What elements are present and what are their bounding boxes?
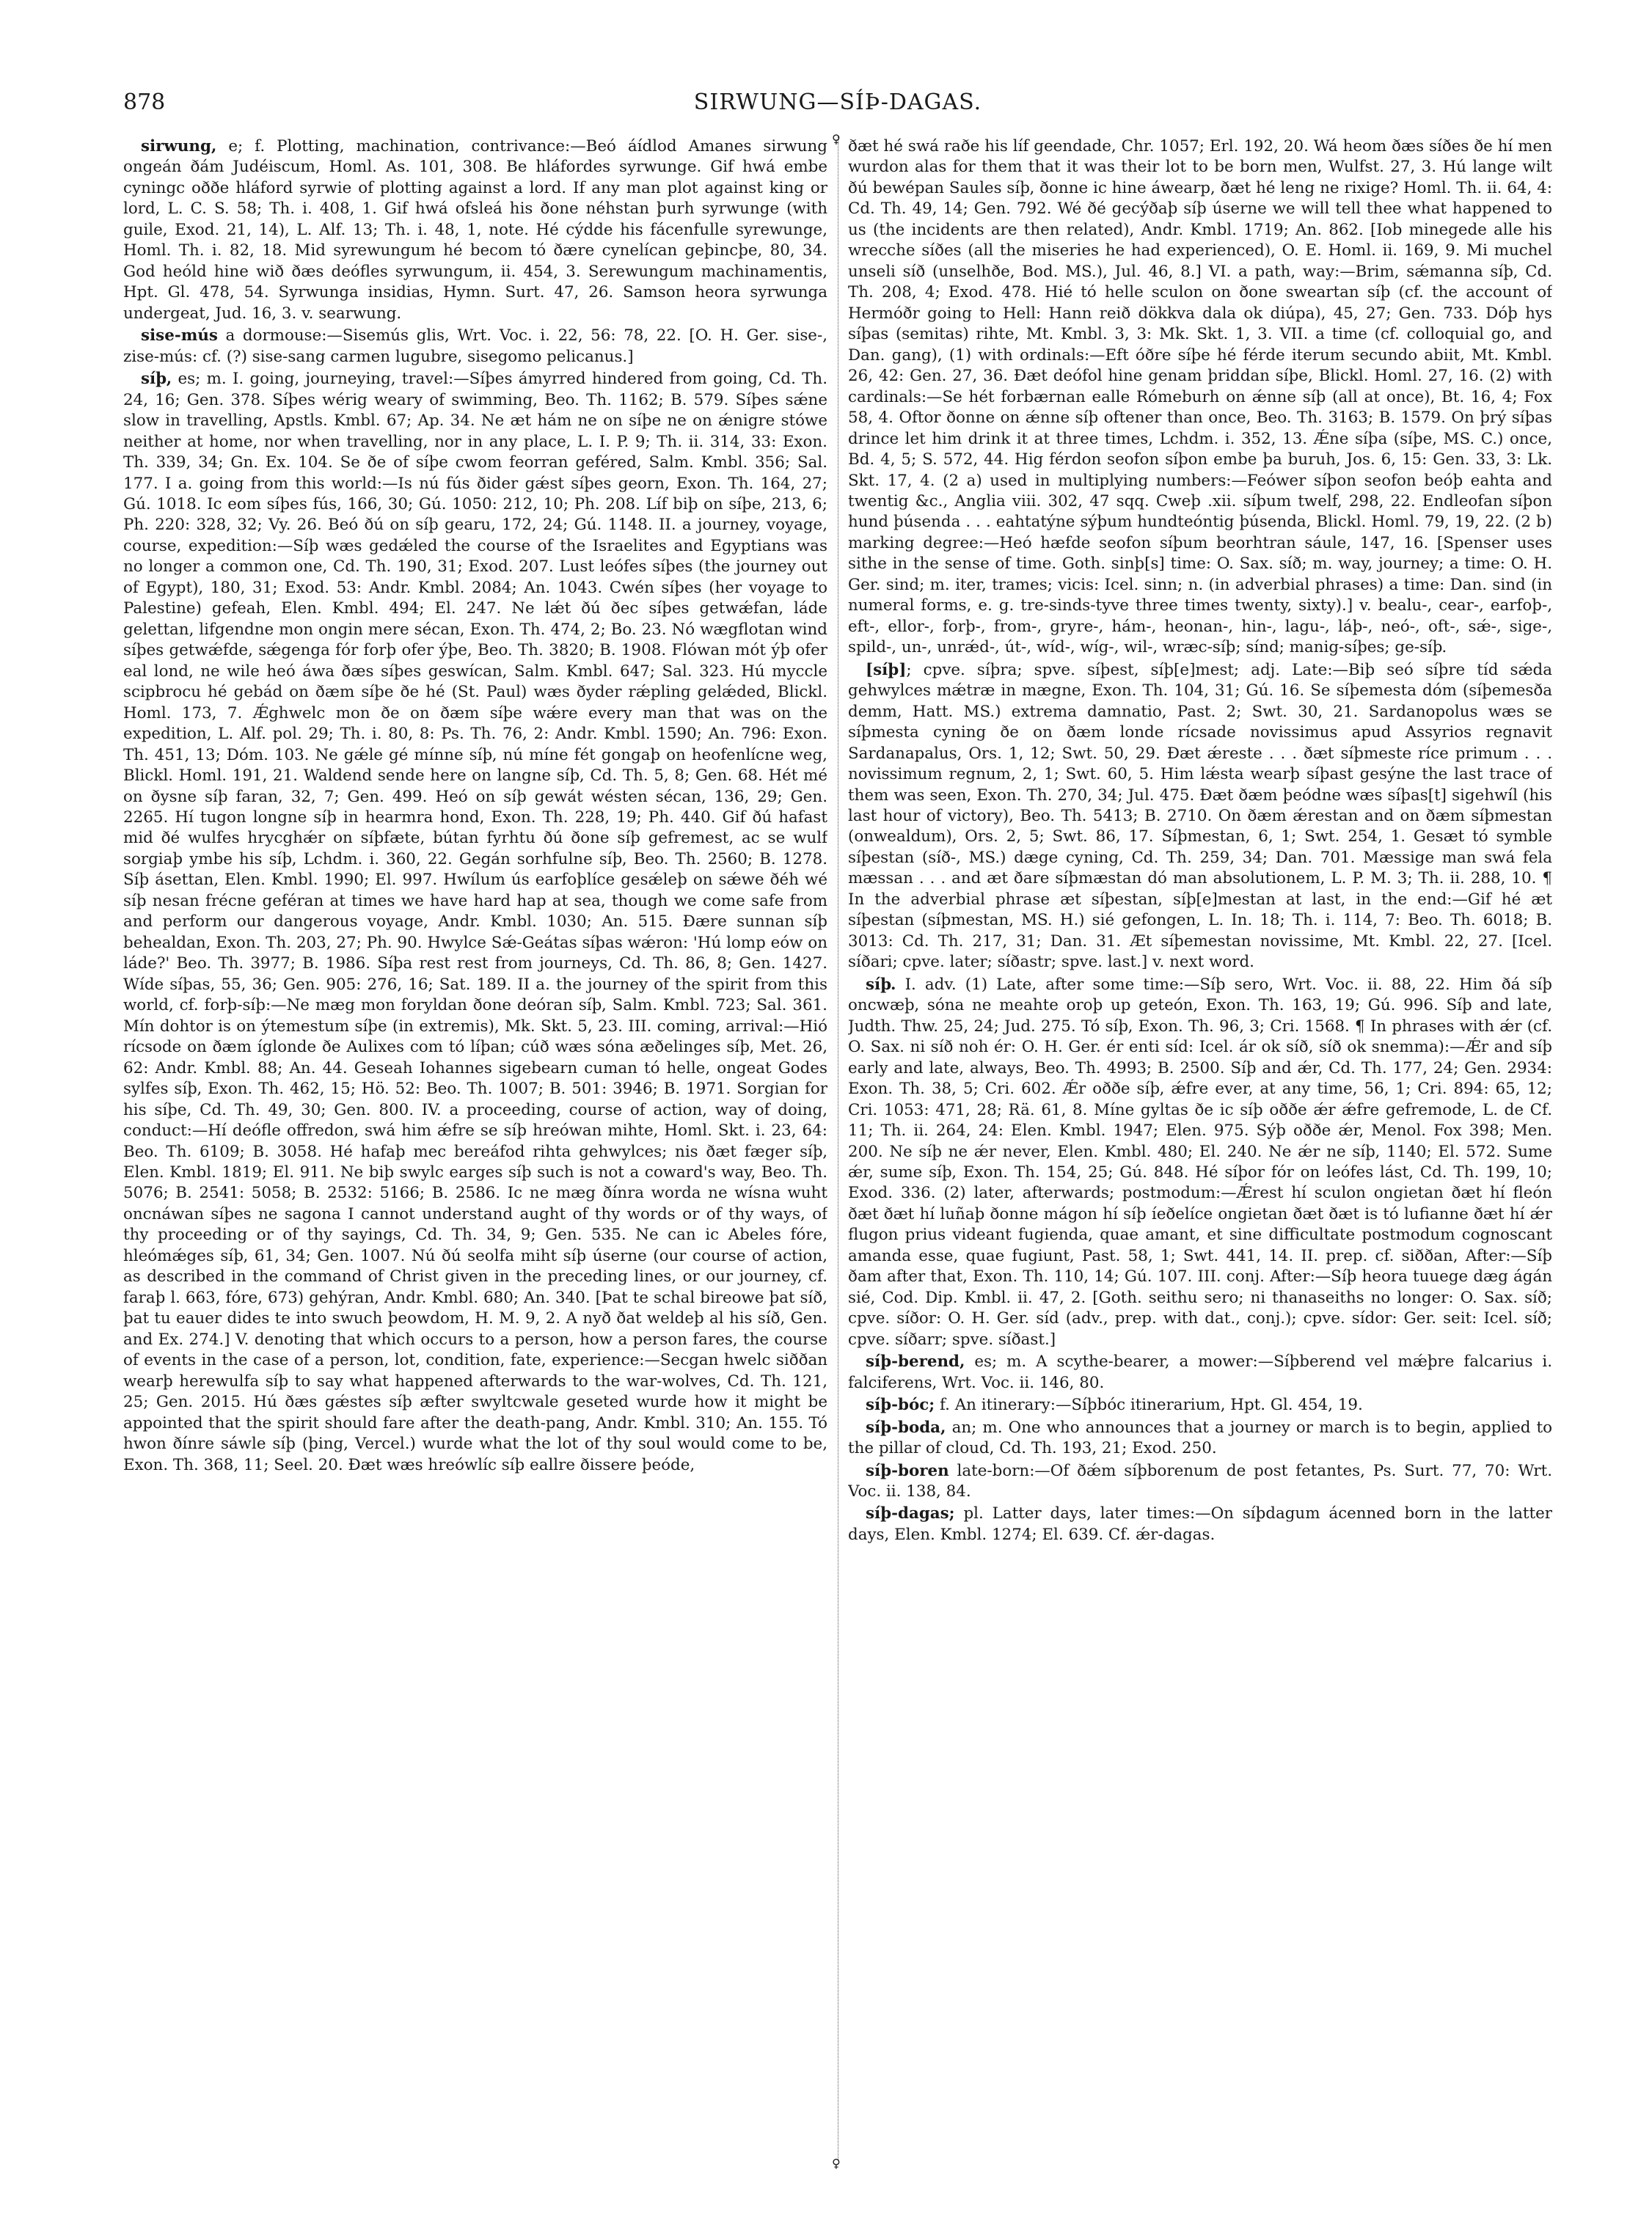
entry-text: ; cpve. síþra; spve. síþest, síþ[e]mest; adj. Late:—Biþ seó síþre tíd sǽda gehwylces mǽtræ in mægne, Exon. Th. 104, 31; Gú. 16. Se síþemesta dóm (síþemesða demm, Hatt. MS.) extrema damnatio, Past. 2; Swt. 30, 21. Sardanopolus wæs se síþmesta cyning ðe on ðæm londe rícsade novissimus apud Assyrios regnavit Sardanapalus, Ors. 1, 12; Swt. 50, 29. Ðæt ǽreste . . . ðæt síþmeste ríce primum . . . novissimum regnum, 2, 1; Swt. 60, 5. Him lǽsta wearþ síþast gesýne the last trace of them was seen, Exon. Th. 270, 34; Jul. 475. Ðæt ðæm þeódne wæs síþas[t] sigehwíl (his last hour of victory), Beo. Th. 5413; B. 2710. On ðæm ǽrestan and on ðæm síþmestan (onwealdum), Ors. 2, 5; Swt. 86, 17. Síþmestan, 6, 1; Swt. 254, 1. Gesæt tó symble síþestan (síð-, MS.) dæge cyning, Cd. Th. 259, 34; Dan. 701. Mæssige man swá fela mæssan . . . and æt ðare síþmæstan dó man absolutionem, L. P. M. 3; Th. ii. 288, 10. ¶ In the adverbial phrase æt síþestan, síþ[e]mestan at last, in the end:—Gif hé æt síþestan (síþmestan, MS. H.) sié gefongen, L. In. 18; Th. i. 114, 7: Beo. Th. 6018; B. 3013: Cd. Th. 217, 31; Dan. 31. Æt síþemestan novissime, Mt. Kmbl. 22, 27. [Icel. síðari; cpve. later; síðastr; spve. last.] v. next word. (848, 660, 1552, 972)
entry-text: I. adv. (1) Late, after some time:—Síþ sero, Wrt. Voc. ii. 88, 22. Him ðá síþ oncwæþ, sóna ne meahte oroþ up geteón, Exon. Th. 163, 19; Gú. 996. Síþ and late, Judth. Thw. 25, 24; Jud. 275. Tó síþ, Exon. Th. 96, 3; Cri. 1568. ¶ In phrases with ǽr (cf. O. Sax. ni síð noh ér: O. H. Ger. ér enti síd: Icel. ár ok síð, síð ok snemma):—Ǽr and síþ early and late, always, Beo. Th. 4993; B. 2500. Síþ and ǽr, Cd. Th. 177, 24; Gen. 2934: Exon. Th. 38, 5; Cri. 602. Ǽr oððe síþ, ǽfre ever, at any time, 56, 1; Cri. 894: 65, 12; Cri. 1053: 471, 28; Rä. 61, 8. Míne gyltas ðe ic síþ oððe ǽr ǽfre gefremode, L. de Cf. 11; Th. ii. 264, 24: Elen. Kmbl. 1947; Elen. 975. Sýþ oððe ǽr, Menol. Fox 398; Men. 200. Ne síþ ne ǽr never, Elen. Kmbl. 480; El. 240. Ne ǽr ne síþ, 1140; El. 572. Sume ǽr, sume síþ, Exon. Th. 154, 25; Gú. 848. Hé síþor fór on leófes lást, Cd. Th. 199, 10; Exod. 336. (2) later, afterwards; postmodum:—Ǽrest hí sculon ongietan ðæt hí fleón ðæt ðæt hí luñaþ ðonne mágon hí síþ íeðelíce ongietan ðæt ðæt is tó lufianne ðæt hí ǽr flugon prius videant fugienda, quae amant, et sine difficultate postmodum cognoscant amanda esse, quae fugiunt, Past. 58, 1; Swt. 441, 14. II. prep. cf. siððan, After:—Síþ ðam after that, Exon. Th. 110, 14; Gú. 107. III. conj. After:—Síþ heora tuuege dæg ágán sié, Cod. Dip. Kmbl. ii. 47, 2. [Goth. seithu sero; ni thanaseiths no longer: O. Sax. síð; cpve. síðor: O. H. Ger. síd (adv., prep. with dat., conj.); cpve. sídor: Ger. seit: Icel. síð; cpve. síðarr; spve. síðast.] (848, 975, 1552, 1349)
entry-headword: síþ. (866, 975, 896, 994)
entry-headword: síþ-dagas; (866, 1504, 955, 1523)
dictionary-entry (123, 369, 827, 1476)
entry-text: a dormouse:—Sisemús glis, Wrt. Voc. i. 22, 56: 78, 22. [O. H. Ger. sise-, zise-mús: cf. (?) sise-sang carmen lugubre, sisegomo pelicanus.] (123, 326, 827, 366)
running-head: SIRWUNG—SÍÞ-DAGAS. (693, 89, 982, 115)
dictionary-entry (848, 1418, 1552, 1460)
entry-headword: síþ-boda, (866, 1418, 946, 1437)
column-divider (838, 136, 840, 2161)
left-column (123, 136, 827, 2183)
right-column (848, 136, 1552, 2183)
entry-headword: síþ-berend, (866, 1353, 965, 1372)
entry-headword: [síþ] (866, 660, 907, 679)
entry-text: pl. Latter days, later times:—On síþdagum ácenned born in the latter days, Elen. Kmbl. 1274; El. 639. Cf. ǽr-dagas. (848, 1504, 1552, 1544)
entry-text: es; m. A scythe-bearer, a mower:—Síþberend vel mǽþre falcarius i. falciferens, Wrt. Voc. ii. 146, 80. (848, 1353, 1552, 1392)
dictionary-entry (123, 326, 827, 367)
entry-text: f. An itinerary:—Síþbóc itinerarium, Hpt. Gl. 454, 19. (935, 1396, 1363, 1415)
dictionary-entry (848, 1395, 1552, 1416)
entry-headword: síþ, (141, 370, 172, 389)
dictionary-entry (848, 136, 1552, 659)
entry-text: ðæt hé swá raðe his líf geendade, Chr. 1057; Erl. 192, 20. Wá heom ðæs síðes ðe hí men wurdon alas for them that it was their lot to be born men, Wulfst. 27, 3. Hú lange wilt ðú bewépan Saules síþ, ðonne ic hine áwearp, ðæt hé leng ne rixige? Homl. Th. ii. 64, 4: Cd. Th. 49, 14; Gen. 792. Wé ðé gecýðaþ síþ úserne we will tell thee what happened to us (the incidents are then related), Andr. Kmbl. 1719; An. 862. [Iob minegede alle his wrecche síðes (all the miseries he had experienced), O. E. Homl. ii. 169, 9. Mi muchel unseli síð (unselhðe, Bod. MS.), Jul. 46, 8.] VI. a path, way:—Brim, sǽmanna síþ, Cd. Th. 208, 4; Exod. 478. Hié tó helle sculon on ðone sweartan síþ (cf. the account of Hermóðr going to Hell: Hann reið dökkva dala ok diúpa), 45, 27; Gen. 733. Dóþ hys síþas (semitas) rihte, Mt. Kmbl. 3, 3: Mk. Skt. 1, 3. VII. a time (cf. colloquial go, and Dan. gang), (1) with ordinals:—Eft óðre síþe hé férde iterum secundo abiit, Mt. Kmbl. 26, 42: Gen. 27, 36. Ðæt deófol hine genam þriddan síþe, Blickl. Homl. 27, 16. (2) with cardinals:—Se hét forbærnan ealle Rómeburh on ǽnne síþ (all at once), Bt. 16, 4; Fox 58, 4. Oftor ðonne on ǽnne síþ oftener than once, Beo. Th. 3163; B. 1579. On þrý síþas drince let him drink it at three times, Lchdm. i. 352, 13. Ǽne síþa (síþe, MS. C.) once, Bd. 4, 5; S. 572, 44. Hig férdon seofon síþon embe þa buruh, Jos. 6, 15: Gen. 33, 3: Lk. Skt. 17, 4. (2 a) used in multiplying numbers:—Feówer síþon seofon beóþ eahta and twentig &c., Anglia viii. 302, 47 sqq. Cweþ .xii. síþum twelf, 298, 22. Endleofan síþon hund þúsenda . . . eahtatýne sýþum hundteóntig þúsenda, Blickl. Homl. 79, 19, 22. (2 b) marking degree:—Heó hæfde seofon síþum beorhtran sáule, 147, 16. [Spenser uses sithe in the sense of time. Goth. sinþ[s] time: O. Sax. síð; m. way, journey; a time: O. H. Ger. sind; m. iter, trames; vicis: Icel. sinn; n. (in adverbial phrases) a time: Dan. sind (in numeral forms, e. g. tre-sinds-tyve three times twenty, sixty).] v. bealu-, cear-, earfoþ-, eft-, ellor-, forþ-, from-, gryre-, hám-, heonan-, hin-, lagu-, láþ-, neó-, oft-, sǽ-, sige-, spild-, un-, unrǽd-, út-, wíd-, wíg-, wil-, wræc-síþ; sínd; manig-síþes; ge-síþ. (848, 137, 1552, 657)
dictionary-entry (848, 660, 1552, 973)
dictionary-entry (848, 1504, 1552, 1545)
entry-text: an; m. One who announces that a journey or march is to begin, applied to the pillar of cloud, Cd. Th. 193, 21; Exod. 250. (848, 1418, 1552, 1458)
entry-text: e; f. Plotting, machination, contrivance:—Beó áídlod Amanes sirwung ongeán ðám Judéiscum, Homl. As. 101, 308. Be hláfordes syrwunge. Gif hwá embe cyningc oððe hláford syrwie of plotting against a lord. If any man plot against king or lord, L. C. S. 58; Th. i. 408, 1. Gif hwá ofsleá his ðone néhstan þurh syrwunge (with guile, Exod. 21, 14), L. Alf. 13; Th. i. 48, 1, note. Hé cýdde his fácenfulle syrewunge, Homl. Th. i. 82, 18. Mid syrewungum hé becom tó ðære cynelícan geþincþe, 80, 34. God heóld hine wið ðæs deófles syrwungum, ii. 454, 3. Serewungum machinamentis, Hpt. Gl. 478, 54. Syrwunga insidias, Hymn. Surt. 47, 26. Samson heora syrwunga undergeat, Jud. 16, 3. v. searwung. (123, 137, 827, 323)
entry-headword: sirwung, (141, 137, 217, 155)
dictionary-entry (848, 1352, 1552, 1394)
entry-text: late-born:—Of ðǽm síþborenum de post fetantes, Ps. Surt. 77, 70: Wrt. Voc. ii. 138, 84. (848, 1461, 1552, 1501)
dictionary-entry (848, 975, 1552, 1350)
bottom-divider-ornament-icon: ♀ (832, 2156, 841, 2170)
entry-headword: síþ-bóc; (866, 1396, 935, 1415)
entry-headword: síþ-boren (866, 1461, 949, 1480)
entry-text: es; m. I. going, journeying, travel:—Síþes ámyrred hindered from going, Cd. Th. 24, 16; Gen. 378. Síþes wérig weary of swimming, Beo. Th. 1162; B. 579. Síþes sǽne slow in travelling, Apstls. Kmbl. 67; Ap. 34. Ne æt hám ne on síþe ne on ǽnigre stówe neither at home, nor when travelling, nor in any place, L. I. P. 9; Th. ii. 314, 33: Exon. Th. 339, 34; Gn. Ex. 104. Se ðe of síþe cwom feorran geféred, Salm. Kmbl. 356; Sal. 177. I a. going from this world:—Is nú fús ðider gǽst síþes georn, Exon. Th. 164, 27; Gú. 1018. Ic eom síþes fús, 166, 30; Gú. 1050: 212, 10; Ph. 208. Líf biþ on síþe, 213, 6; Ph. 220: 328, 32; Vy. 26. Beó ðú on síþ gearu, 172, 24; Gú. 1148. II. a journey, voyage, course, expedition:—Síþ wæs gedǽled the course of the Israelites and Egyptians was no longer a common one, Cd. Th. 190, 31; Exod. 207. Lust leófes síþes (the journey out of Egypt), 180, 31; Exod. 53: Andr. Kmbl. 2084; An. 1043. Cwén síþes (her voyage to Palestine) gefeah, Elen. Kmbl. 494; El. 247. Ne lǽt ðú ðec síþes getwǽfan, láde gelettan, lifgendne mon ongin mere sécan, Exon. Th. 474, 2; Bo. 23. Nó wægflotan wind síþes getwǽfde, sǽgenga fór forþ ofer ýþe, Beo. Th. 3820; B. 1908. Flówan mót ýþ ofer eal lond, ne wile heó áwa ðæs síþes geswícan, Salm. Kmbl. 647; Sal. 323. Hú myccle scipbrocu hé gebád on ðæm síþe ðe hé (St. Paul) wæs ðyder rǽpling gelǽded, Blickl. Homl. 173, 7. Ǽghwelc mon ðe on ðæm síþe wǽre every man that was on the expedition, L. Alf. pol. 29; Th. i. 80, 8: Ps. Th. 76, 2: Andr. Kmbl. 1590; An. 796: Exon. Th. 451, 13; Dóm. 103. Ne gǽle gé mínne síþ, nú míne fét gongaþ on heofenlícne weg, Blickl. Homl. 191, 21. Waldend sende here on langne síþ, Cd. Th. 5, 8; Gen. 68. Hét mé on ðysne síþ faran, 32, 7; Gen. 499. Heó on síþ gewát wésten sécan, 136, 29; Gen. 2265. Hí tugon longne síþ in hearmra hond, Exon. Th. 228, 19; Ph. 440. Gif ðú hafast mid ðé wulfes hrycghǽr on síþfæte, bútan fyrhtu ðú ðone síþ gefremest, ac se wulf sorgiaþ ymbe his síþ, Lchdm. i. 360, 22. Gegán sorhfulne síþ, Beo. Th. 2560; B. 1278. Síþ ásettan, Elen. Kmbl. 1990; El. 997. Hwílum ús earfoþlíce gesǽleþ on sǽwe ðéh wé síþ nesan frécne geféran at times we have hard hap at sea, though we come safe from and perform our dangerous voyage, Andr. Kmbl. 1030; An. 515. Ðære sunnan síþ behealdan, Exon. Th. 203, 27; Ph. 90. Hwylce Sǽ-Geátas síþas wǽron: 'Hú lomp eów on láde?' Beo. Th. 3977; B. 1986. Síþa rest rest from journeys, Cd. Th. 86, 8; Gen. 1427. Wíde síþas, 55, 36; Gen. 905: 276, 16; Sat. 189. II a. the journey of the spirit from this world, cf. forþ-síþ:—Ne mæg mon foryldan ðone deóran síþ, Salm. Kmbl. 723; Sal. 361. Mín dohtor is on ýtemestum síþe (in extremis), Mk. Skt. 5, 23. III. coming, arrival:—Hió rícsode on ðæm íglonde ðe Aulixes com tó líþan; cúð wæs sóna æðelinges síþ, Met. 26, 62: Andr. Kmbl. 88; An. 44. Geseah Iohannes sigebearn cuman tó helle, ongeat Godes sylfes síþ, Exon. Th. 462, 15; Hö. 52: Beo. Th. 1007; B. 501: 3946; B. 1971. Sorgian for his síþe, Cd. Th. 49, 30; Gen. 800. IV. a proceeding, course of action, way of doing, conduct:—Hí deófle offredon, swá him ǽfre se síþ hreówan mihte, Homl. Skt. i. 23, 64: Beo. Th. 6109; B. 3058. Hé hafaþ mec bereáfod rihta gehwylces; nis ðæt fæger síþ, Elen. Kmbl. 1819; El. 911. Ne biþ swylc earges síþ such is not a coward's way, Beo. Th. 5076; B. 2541: 5058; B. 2532: 5166; B. 2586. Ic ne mæg ðínra worda ne wísna wuht oncnáwan síþes ne sagona I cannot understand aught of thy words or of thy ways, of thy proceeding or of thy sayings, Cd. Th. 34, 9; Gen. 535. Ne can ic Abeles fóre, hleómǽges síþ, 61, 34; Gen. 1007. Nú ðú seolfa miht síþ úserne (our course of action, as described in the command of Christ given in the preceding lines, or our journey, cf. faraþ l. 663, fóre, 673) gehýran, Andr. Kmbl. 680; An. 340. [Þat te schal bireowe þat síð, þat tu eauer dides te into swuch þeowdom, H. M. 9, 2. A nyð ðat weldeþ al his síð, Gen. and Ex. 274.] V. denoting that which occurs to a person, how a person fares, the course of events in the case of a person, lot, condition, fate, experience:—Secgan hwelc siððan wearþ herewulfa síþ to say what happened afterwards to the war-wolves, Cd. Th. 121, 25; Gen. 2015. Hú ðæs gǽstes síþ æfter swyltcwale geseted wurde how it might be appointed that the spirit should fare after the death-pang, Andr. Kmbl. 310; An. 155. Tó hwon ðínre sáwle síþ (þing, Vercel.) wurde what the lot of thy soul would come to be, Exon. Th. 368, 11; Seel. 20. Ðæt wæs hreówlíc síþ eallre ðissere þeóde, (123, 370, 827, 1474)
entry-headword: sise-mús (141, 326, 218, 345)
page-number: 878 (123, 89, 166, 115)
dictionary-entry (123, 136, 827, 324)
top-divider-ornament-icon: ♀ (832, 132, 841, 146)
dictionary-entry (848, 1461, 1552, 1503)
page-header (123, 89, 1552, 123)
